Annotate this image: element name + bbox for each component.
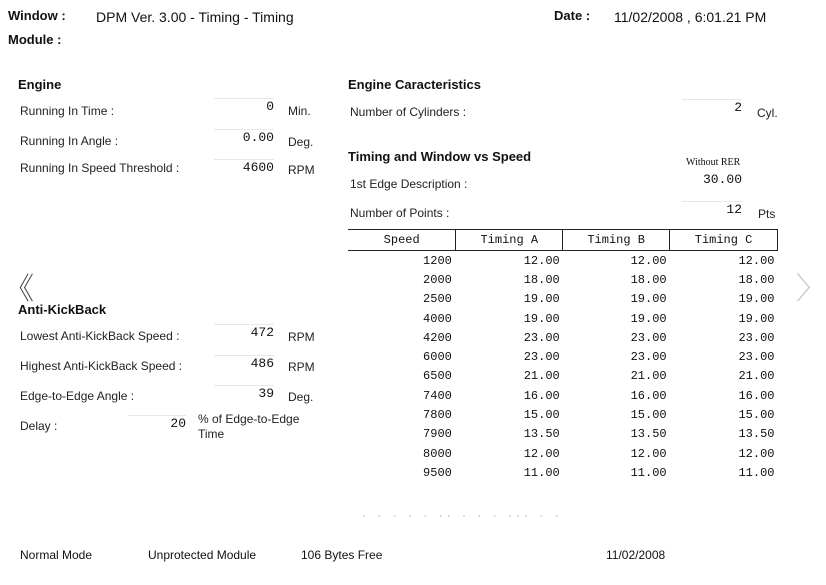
cell-timing-c[interactable]: 19.00 (738, 311, 775, 326)
cell-timing-a[interactable]: 11.00 (523, 465, 560, 480)
column-header-timing-c: Timing C (670, 230, 778, 251)
running-in-time-unit: Min. (288, 104, 311, 118)
date-label: Date : (554, 8, 591, 23)
cell-timing-b[interactable]: 15.00 (630, 408, 667, 423)
module-label: Module : (8, 32, 62, 47)
delay-unit-line1: % of Edge-to-Edge (198, 412, 300, 426)
table-row (348, 290, 778, 309)
next-page-icon[interactable]: 〉 (796, 273, 826, 306)
status-protection: Unprotected Module (148, 548, 257, 562)
cell-timing-c[interactable]: 16.00 (738, 388, 775, 403)
column-header-timing-b: Timing B (563, 230, 670, 251)
date-value: 11/02/2008 , 6:01.21 PM (614, 9, 767, 25)
table-row (348, 405, 778, 424)
edge-to-edge-angle-field[interactable]: 39 (214, 385, 274, 401)
table-row (348, 386, 778, 405)
cell-timing-c[interactable]: 13.50 (738, 427, 775, 442)
number-of-cylinders-label: Number of Cylinders : (350, 105, 467, 119)
cell-timing-a[interactable]: 21.00 (523, 369, 560, 384)
highest-anti-kickback-speed-field[interactable]: 486 (214, 355, 274, 371)
cell-timing-c[interactable]: 23.00 (738, 350, 775, 365)
number-of-cylinders-unit: Cyl. (757, 106, 778, 120)
engine-characteristics-title: Engine Caracteristics (348, 77, 481, 92)
column-header-timing-a: Timing A (456, 230, 563, 251)
anti-kickback-section-title: Anti-KickBack (18, 302, 107, 317)
cell-timing-b[interactable]: 18.00 (630, 272, 667, 287)
running-in-angle-field[interactable]: 0.00 (214, 129, 274, 145)
previous-page-icon[interactable]: 《 (4, 273, 34, 306)
cell-speed[interactable]: 8000 (423, 446, 452, 461)
cell-speed[interactable]: 6000 (423, 350, 452, 365)
cell-timing-a[interactable]: 19.00 (523, 292, 560, 307)
cell-timing-b[interactable]: 12.00 (630, 253, 667, 268)
running-in-angle-unit: Deg. (288, 135, 314, 149)
cell-timing-c[interactable]: 21.00 (738, 369, 775, 384)
cell-speed[interactable]: 7900 (423, 427, 452, 442)
highest-anti-kickback-speed-label: Highest Anti-KickBack Speed : (20, 359, 183, 373)
cell-speed[interactable]: 7800 (423, 408, 452, 423)
table-row (348, 270, 778, 289)
cell-timing-b[interactable]: 23.00 (630, 350, 667, 365)
running-in-speed-threshold-unit: RPM (288, 163, 315, 177)
cell-timing-a[interactable]: 12.00 (523, 446, 560, 461)
cell-timing-b[interactable]: 11.00 (630, 465, 667, 480)
cell-timing-b[interactable]: 19.00 (630, 292, 667, 307)
running-in-time-field[interactable]: 0 (214, 98, 274, 114)
edge-to-edge-angle-unit: Deg. (288, 390, 314, 404)
status-bytes-free: 106 Bytes Free (301, 548, 383, 562)
cell-timing-a[interactable]: 23.00 (523, 350, 560, 365)
cell-speed[interactable]: 9500 (423, 465, 452, 480)
cell-timing-a[interactable]: 23.00 (523, 330, 560, 345)
running-in-speed-threshold-label: Running In Speed Threshold : (20, 161, 180, 175)
cell-timing-c[interactable]: 12.00 (738, 446, 775, 461)
cell-timing-a[interactable]: 13.50 (523, 427, 560, 442)
cell-timing-b[interactable]: 16.00 (630, 388, 667, 403)
cell-speed[interactable]: 2000 (423, 272, 452, 287)
cell-timing-c[interactable]: 12.00 (738, 253, 775, 268)
running-in-time-label: Running In Time : (20, 104, 115, 118)
cell-speed[interactable]: 4000 (423, 311, 452, 326)
number-of-points-unit: Pts (758, 207, 776, 221)
cell-timing-c[interactable]: 18.00 (738, 272, 775, 287)
scan-artifact: · · · · · ·· · · · ··· · · (362, 508, 563, 522)
table-row (348, 444, 778, 463)
cell-timing-a[interactable]: 18.00 (523, 272, 560, 287)
window-title: DPM Ver. 3.00 - Timing - Timing (96, 9, 294, 25)
cell-timing-b[interactable]: 19.00 (630, 311, 667, 326)
cell-speed[interactable]: 2500 (423, 292, 452, 307)
cell-timing-c[interactable]: 15.00 (738, 408, 775, 423)
running-in-angle-label: Running In Angle : (20, 134, 119, 148)
column-header-speed: Speed (348, 230, 456, 251)
without-rer-label: Without RER (686, 157, 741, 168)
cell-timing-a[interactable]: 16.00 (523, 388, 560, 403)
timing-table-header-row (348, 230, 778, 251)
cell-timing-a[interactable]: 12.00 (523, 253, 560, 268)
timing-table (348, 229, 778, 483)
table-row (348, 251, 778, 271)
cell-timing-b[interactable]: 12.00 (630, 446, 667, 461)
cell-timing-c[interactable]: 19.00 (738, 292, 775, 307)
cell-timing-b[interactable]: 21.00 (630, 369, 667, 384)
cell-timing-a[interactable]: 19.00 (523, 311, 560, 326)
first-edge-description-field[interactable]: 30.00 (702, 172, 742, 187)
table-row (348, 347, 778, 366)
cell-timing-c[interactable]: 23.00 (738, 330, 775, 345)
cell-timing-b[interactable]: 23.00 (630, 330, 667, 345)
number-of-points-label: Number of Points : (350, 206, 450, 220)
table-row (348, 367, 778, 386)
edge-to-edge-angle-label: Edge-to-Edge Angle : (20, 389, 135, 403)
engine-section-title: Engine (18, 77, 62, 92)
table-row (348, 463, 778, 482)
number-of-cylinders-field[interactable]: 2 (682, 99, 742, 115)
delay-field[interactable]: 20 (128, 415, 186, 431)
number-of-points-field[interactable]: 12 (682, 201, 742, 217)
cell-timing-c[interactable]: 11.00 (738, 465, 775, 480)
cell-timing-b[interactable]: 13.50 (630, 427, 667, 442)
cell-speed[interactable]: 1200 (423, 253, 452, 268)
timing-window-title: Timing and Window vs Speed (348, 149, 532, 164)
cell-speed[interactable]: 4200 (423, 330, 452, 345)
status-date: 11/02/2008 (606, 548, 666, 562)
cell-speed[interactable]: 7400 (423, 388, 452, 403)
table-row (348, 328, 778, 347)
lowest-anti-kickback-speed-field[interactable]: 472 (214, 324, 274, 340)
table-row (348, 309, 778, 328)
lowest-anti-kickback-speed-unit: RPM (288, 330, 315, 344)
cell-timing-a[interactable]: 15.00 (523, 408, 560, 423)
window-label: Window : (8, 8, 66, 23)
delay-unit-line2: Time (198, 427, 225, 441)
status-mode: Normal Mode (20, 548, 93, 562)
lowest-anti-kickback-speed-label: Lowest Anti-KickBack Speed : (20, 329, 180, 343)
running-in-speed-threshold-field[interactable]: 4600 (214, 159, 274, 175)
table-row (348, 425, 778, 444)
delay-label: Delay : (20, 419, 58, 433)
highest-anti-kickback-speed-unit: RPM (288, 360, 315, 374)
first-edge-description-label: 1st Edge Description : (350, 177, 468, 191)
cell-speed[interactable]: 6500 (423, 369, 452, 384)
